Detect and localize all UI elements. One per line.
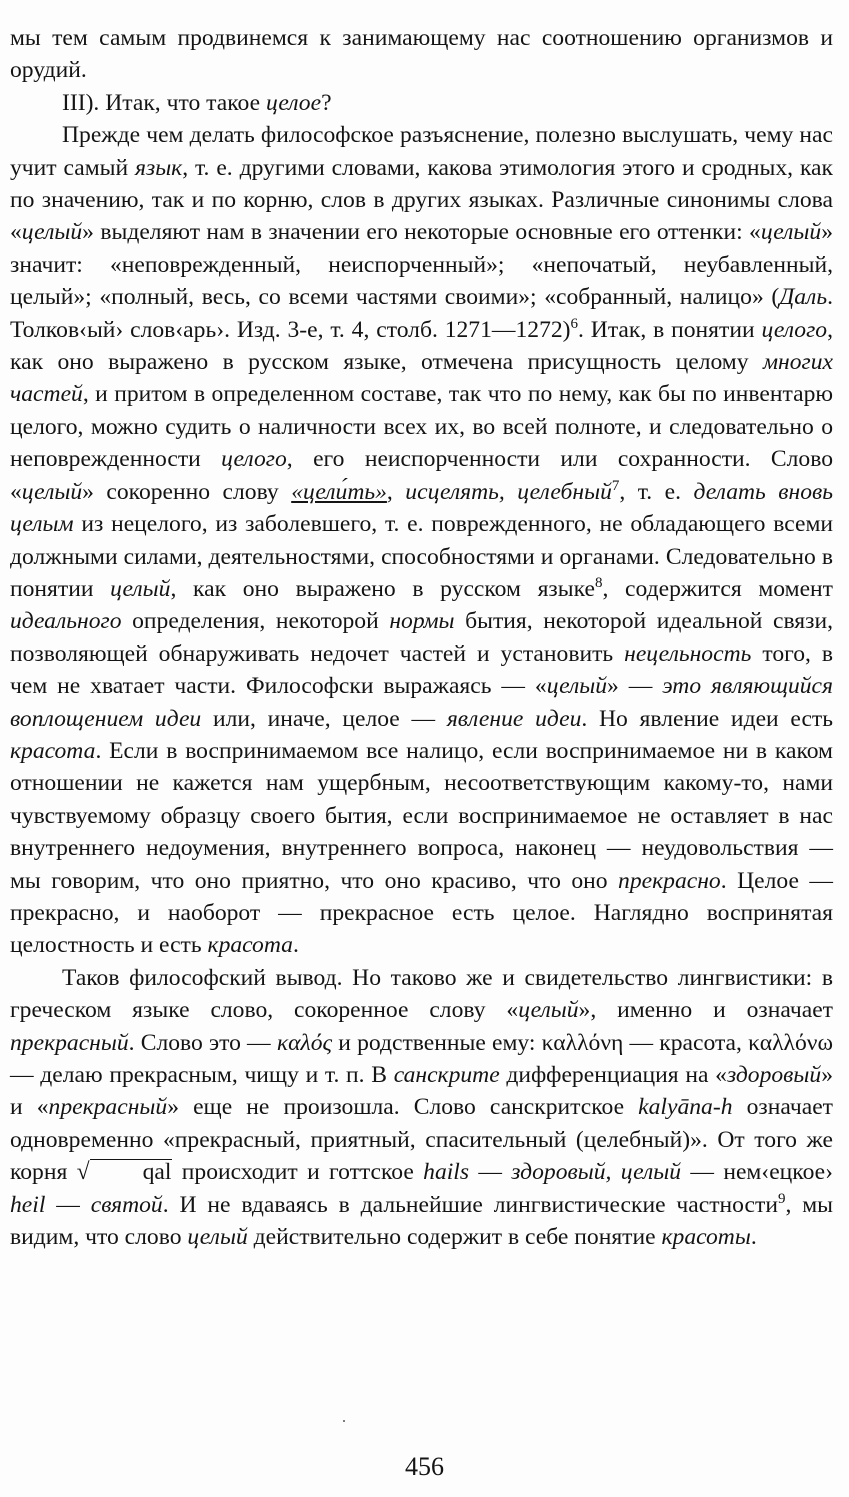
- radical-root: qal: [90, 1159, 173, 1184]
- text-run: ?: [321, 89, 332, 116]
- text-run: означает одновременно «прекрасный, приятный, спасительный (целебный)». От того же корня: [10, 1094, 833, 1186]
- text-run: происходит и готтское: [172, 1159, 424, 1186]
- italic-text: целый: [110, 575, 171, 602]
- text-run: .: [292, 932, 299, 959]
- text-run: , и притом в определенном составе, так что по нему, как бы по инвентарю целого, можно судить о наличности всех их, во всей полноте, и следовательно о неповрежденности: [10, 381, 833, 473]
- paragraph: [10, 119, 833, 962]
- footnote-ref: 8: [594, 575, 603, 592]
- text-run: III). Итак, что такое: [62, 89, 266, 116]
- text-run: и родственные ему: καλλόνη — красота, καλλόνω — делаю прекрасным, чищу и т. п. В: [10, 1029, 833, 1088]
- text-run: Таков философский вывод. Но таково же и свидетельство лингвистики: в греческом языке слово, сокоренное слову «: [10, 964, 833, 1024]
- italic-text: прекрасный: [10, 1029, 129, 1056]
- text-run: действительно содержит в себе понятие: [247, 1224, 662, 1251]
- text-run: » и «: [10, 1062, 833, 1121]
- italic-text: целый: [546, 673, 608, 700]
- text-run: из нецелого, из заболевшего, т. е. поврежденного, не обладающего всеми должными силами, деятельностями, способностями и органами. Следовательно в понятии: [10, 511, 833, 602]
- text-run: . И не вдаваясь в дальнейшие лингвистические частности: [162, 1191, 778, 1218]
- text-run: . Но явление идеи есть: [581, 705, 833, 732]
- text-run: — нем‹ецкое›: [681, 1159, 833, 1186]
- footnote-ref: 7: [611, 477, 620, 494]
- text-run: , т. е. другими словами, какова этимология этого и сродных, как по значению, так и по корню, слов в других языках. Различные синонимы слова «: [10, 154, 833, 246]
- italic-text: санскрите: [393, 1062, 500, 1088]
- text-run: ,: [386, 478, 406, 505]
- text-run: » еще не произошла. Слово санскритское: [167, 1094, 639, 1121]
- italic-text: целое: [265, 89, 322, 116]
- text-run: . Слово это —: [128, 1029, 277, 1056]
- text-run: , его неиспорченности или сохранности. Слово «: [10, 446, 833, 505]
- italic-text: целый: [21, 478, 83, 505]
- text-run: определения, некоторой: [121, 608, 390, 635]
- italic-text: здоровый: [726, 1062, 822, 1088]
- text-run: или, иначе, целое —: [201, 705, 447, 732]
- italic-text: красоты: [661, 1224, 751, 1251]
- italic-text: красота: [207, 932, 293, 959]
- italic-text: явление идеи: [446, 705, 582, 732]
- text-run: , содержится момент: [602, 575, 833, 602]
- italic-text: святой: [90, 1191, 163, 1218]
- paragraph: [10, 22, 833, 87]
- text-run: бытия, некоторой идеальной связи, позволяющей обнаруживать недочет частей и установить: [10, 608, 834, 667]
- italic-text: целый: [518, 997, 579, 1024]
- text-run: мы тем самым продвинемся к занимающему нас соотношению организмов и орудий.: [10, 25, 833, 84]
- text-run: √: [76, 1159, 90, 1186]
- italic-text: красота: [10, 737, 96, 764]
- italic-text: целый: [760, 219, 822, 246]
- text-run: », именно и означает: [578, 997, 833, 1024]
- text-run: . Целое — прекрасно, и наоборот — прекрасное есть целое. Наглядно воспринятая целостность и есть: [10, 867, 833, 959]
- text-run: , как оно выражено в русском языке, отмечена присущность целому: [10, 316, 833, 376]
- italic-text: целого: [221, 446, 287, 473]
- italic-text: «цели́ть»: [291, 478, 387, 505]
- text-run: » —: [607, 673, 663, 700]
- italic-text: язык: [135, 154, 183, 181]
- italic-text: исцелять, целебный: [405, 478, 612, 505]
- body-text: [10, 22, 833, 1253]
- paragraph: [10, 87, 833, 119]
- italic-text: Даль: [779, 284, 828, 311]
- text-run: . Итак, в понятии: [578, 316, 762, 343]
- italic-text: делать вновь целым: [10, 478, 833, 538]
- text-run: , как оно выражено в русском языке: [170, 575, 595, 602]
- italic-text: прекрасно: [618, 867, 721, 894]
- italic-text: целый: [187, 1224, 248, 1251]
- text-run: —: [469, 1159, 512, 1186]
- print-speck: [343, 1420, 345, 1422]
- italic-text: это являющийся воплощением идеи: [10, 673, 833, 732]
- footnote-ref: 9: [777, 1190, 786, 1207]
- italic-text: идеального: [10, 608, 122, 635]
- italic-text: нормы: [389, 608, 455, 635]
- text-run: , т. е.: [619, 478, 694, 505]
- italic-text: hails: [423, 1159, 470, 1186]
- italic-text: целого: [761, 316, 828, 343]
- italic-text: нецельность: [624, 640, 752, 667]
- italic-text: многих частей: [10, 349, 833, 408]
- italic-text: здоровый, целый: [511, 1159, 682, 1186]
- page-number: 456: [405, 1452, 444, 1481]
- text-run: » выделяют нам в значении его некоторые основные его оттенки: «: [82, 219, 761, 246]
- text-run: . Толков‹ый› слов‹арь›. Изд. 3-е, т. 4, столб. 1271—1272): [10, 284, 833, 343]
- italic-text: прекрасный: [48, 1094, 168, 1121]
- text-run: » сокоренно слову: [82, 478, 292, 505]
- text-run: дифференциация на «: [499, 1062, 727, 1088]
- text-run: Прежде чем делать философское разъяснение, полезно выслушать, чему нас учит самый: [10, 122, 833, 181]
- italic-text: kalyāna-h: [638, 1094, 733, 1121]
- paragraph: [10, 962, 833, 1254]
- text-run: .: [750, 1224, 757, 1251]
- italic-text: целый: [21, 219, 83, 246]
- text-run: того, в чем не хватает части. Философски выражаясь — «: [10, 640, 833, 700]
- text-run: » значит: «неповрежденный, неиспорченный»; «непочатый, неубавленный, целый»; «полный, весь, со всеми частями своими»; «собранный, налицо» (: [10, 219, 833, 311]
- text-run: —: [45, 1191, 91, 1218]
- italic-text: heil: [10, 1191, 46, 1218]
- footnote-ref: 6: [570, 315, 579, 332]
- text-run: . Если в воспринимаемом все налицо, если воспринимаемое ни в каком отношении не кажется нам ущербным, несоответствующим какому-то, нами чувствуемому образцу своего бытия, если воспринимаемое не оставляет в нас внутреннего недоумения, внутреннего вопроса, наконец — неудовольствия — мы говорим, что оно приятно, что оно красиво, что оно: [10, 737, 833, 894]
- italic-text: καλός: [276, 1029, 333, 1056]
- text-run: , мы видим, что слово: [10, 1191, 833, 1251]
